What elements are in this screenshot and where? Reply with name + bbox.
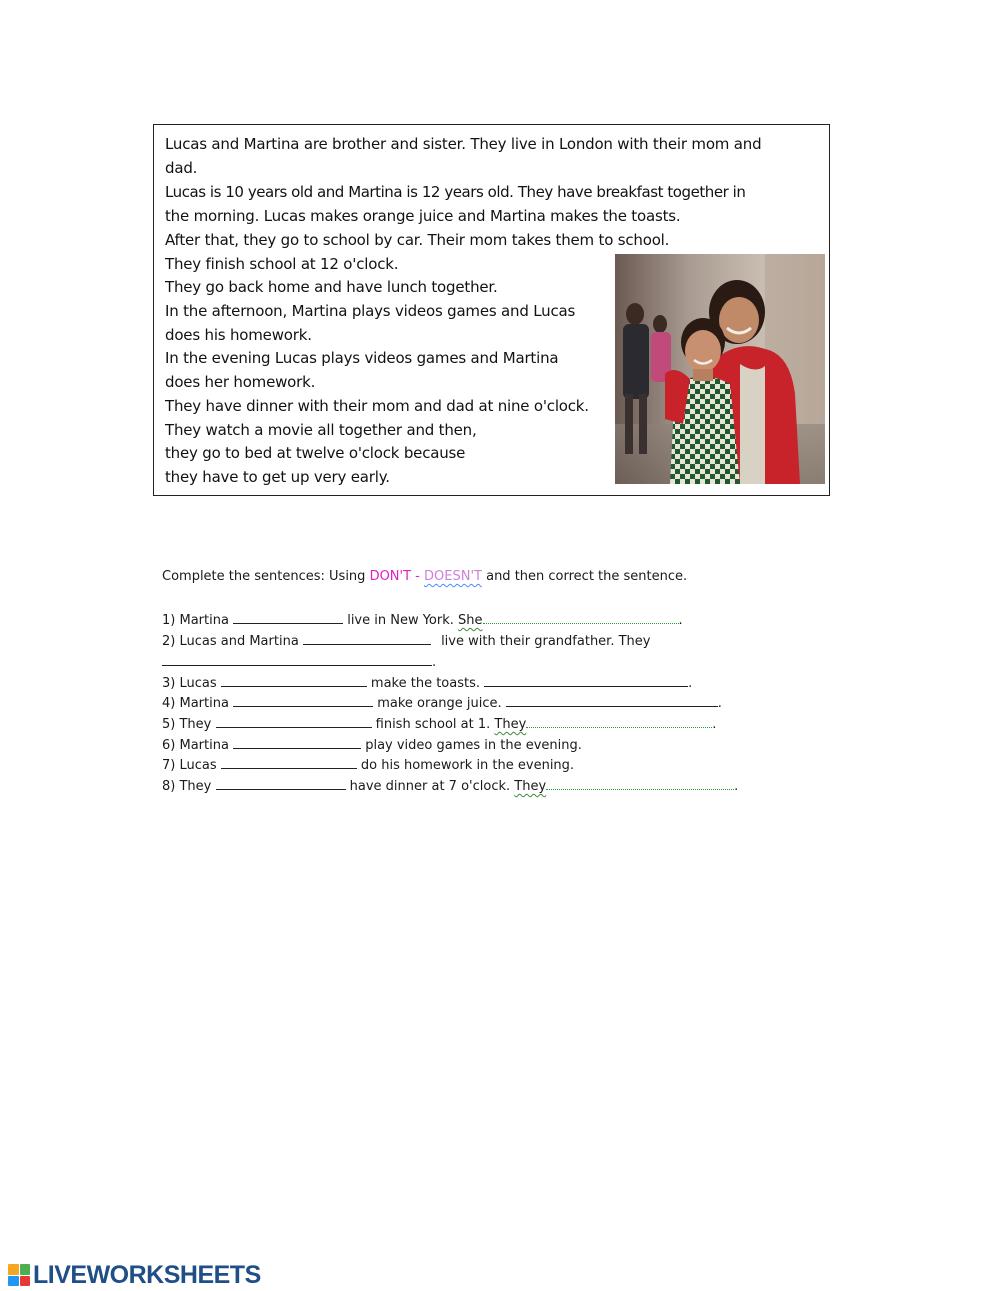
item-7-number: 7) Lucas [162, 758, 217, 773]
logo-block-3 [8, 1276, 19, 1287]
item-2-blank[interactable] [303, 631, 431, 645]
reading-line-10: In the evening Lucas plays videos games and Martina [165, 349, 559, 367]
keyword-dont: DON'T [369, 569, 412, 584]
exercise-item-2 [162, 631, 650, 651]
item-4-correction-blank[interactable] [506, 693, 718, 707]
item-1-end: . [678, 613, 683, 628]
exercise-item-6 [162, 735, 582, 755]
logo-block-4 [20, 1276, 31, 1287]
logo-blocks-icon [8, 1264, 30, 1286]
reading-line-9: does his homework. [165, 326, 312, 344]
item-6-text: play video games in the evening. [365, 738, 582, 753]
item-8-blank[interactable] [216, 776, 346, 790]
item-5-end: . [712, 717, 717, 732]
item-5-text: finish school at 1. [375, 717, 491, 732]
liveworksheets-logo[interactable] [8, 1261, 261, 1289]
keyword-doesnt: DOESN'T [424, 569, 482, 584]
item-2-end: . [432, 655, 437, 670]
exercise-item-5 [162, 714, 716, 734]
item-8-end: . [734, 779, 739, 794]
exercise-item-4 [162, 693, 722, 713]
item-8-correction-blank[interactable] [546, 776, 734, 790]
item-1-number: 1) Martina [162, 613, 229, 628]
item-4-end: . [717, 696, 722, 711]
logo-block-2 [20, 1264, 31, 1275]
item-1-correction-blank[interactable] [483, 610, 679, 624]
keyword-dash: - [411, 569, 425, 584]
reading-line-5: After that, they go to school by car. Their mom takes them to school. [165, 231, 670, 249]
reading-line-1: Lucas and Martina are brother and sister. They live in London with their mom and [165, 135, 762, 153]
item-3-blank[interactable] [221, 673, 367, 687]
exercise-item-3 [162, 673, 692, 693]
exercise-item-8 [162, 776, 738, 796]
logo-block-1 [8, 1264, 19, 1275]
item-1-subject: She [458, 613, 483, 628]
item-2-correction-blank[interactable] [162, 652, 432, 666]
item-4-number: 4) Martina [162, 696, 229, 711]
reading-line-6: They finish school at 12 o'clock. [165, 255, 399, 273]
item-3-end: . [688, 676, 693, 691]
exercise-item-2-continued [162, 652, 436, 672]
item-2-number: 2) Lucas and Martina [162, 634, 299, 649]
instruction-before: Complete the sentences: Using [162, 569, 370, 584]
item-3-correction-blank[interactable] [484, 673, 688, 687]
item-8-number: 8) They [162, 779, 212, 794]
reading-line-3: Lucas is 10 years old and Martina is 12 years old. They have breakfast together in [165, 183, 746, 201]
item-3-text: make the toasts. [370, 676, 480, 691]
reading-line-7: They go back home and have lunch together. [165, 278, 498, 296]
item-7-text: do his homework in the evening. [360, 758, 575, 773]
item-6-blank[interactable] [233, 735, 361, 749]
item-2-text: live with their grandfather. They [441, 634, 651, 649]
exercise-item-7 [162, 755, 574, 775]
item-1-text: live in New York. [347, 613, 454, 628]
reading-line-11: does her homework. [165, 373, 316, 391]
reading-line-12: They have dinner with their mom and dad at nine o'clock. [165, 397, 589, 415]
item-8-text: have dinner at 7 o'clock. [349, 779, 511, 794]
reading-line-15: they have to get up very early. [165, 468, 390, 486]
item-1-blank[interactable] [233, 610, 343, 624]
item-8-subject: They [514, 779, 547, 794]
reading-line-2: dad. [165, 159, 198, 177]
item-5-number: 5) They [162, 717, 212, 732]
item-4-text: make orange juice. [377, 696, 502, 711]
item-3-number: 3) Lucas [162, 676, 217, 691]
item-5-subject: They [494, 717, 527, 732]
item-5-correction-blank[interactable] [526, 714, 712, 728]
logo-text: LIVEWORKSHEETS [33, 1260, 261, 1289]
reading-line-13: They watch a movie all together and then, [165, 421, 477, 439]
reading-line-8: In the afternoon, Martina plays videos games and Lucas [165, 302, 576, 320]
exercise-item-1 [162, 610, 683, 630]
children-photo [615, 254, 825, 484]
reading-passage-box [153, 124, 830, 496]
item-6-number: 6) Martina [162, 738, 229, 753]
exercise-instruction [162, 568, 687, 586]
reading-line-4: the morning. Lucas makes orange juice and Martina makes the toasts. [165, 207, 681, 225]
instruction-after: and then correct the sentence. [481, 569, 688, 584]
item-4-blank[interactable] [233, 693, 373, 707]
item-5-blank[interactable] [216, 714, 372, 728]
item-7-blank[interactable] [221, 755, 357, 769]
reading-line-14: they go to bed at twelve o'clock because [165, 444, 466, 462]
